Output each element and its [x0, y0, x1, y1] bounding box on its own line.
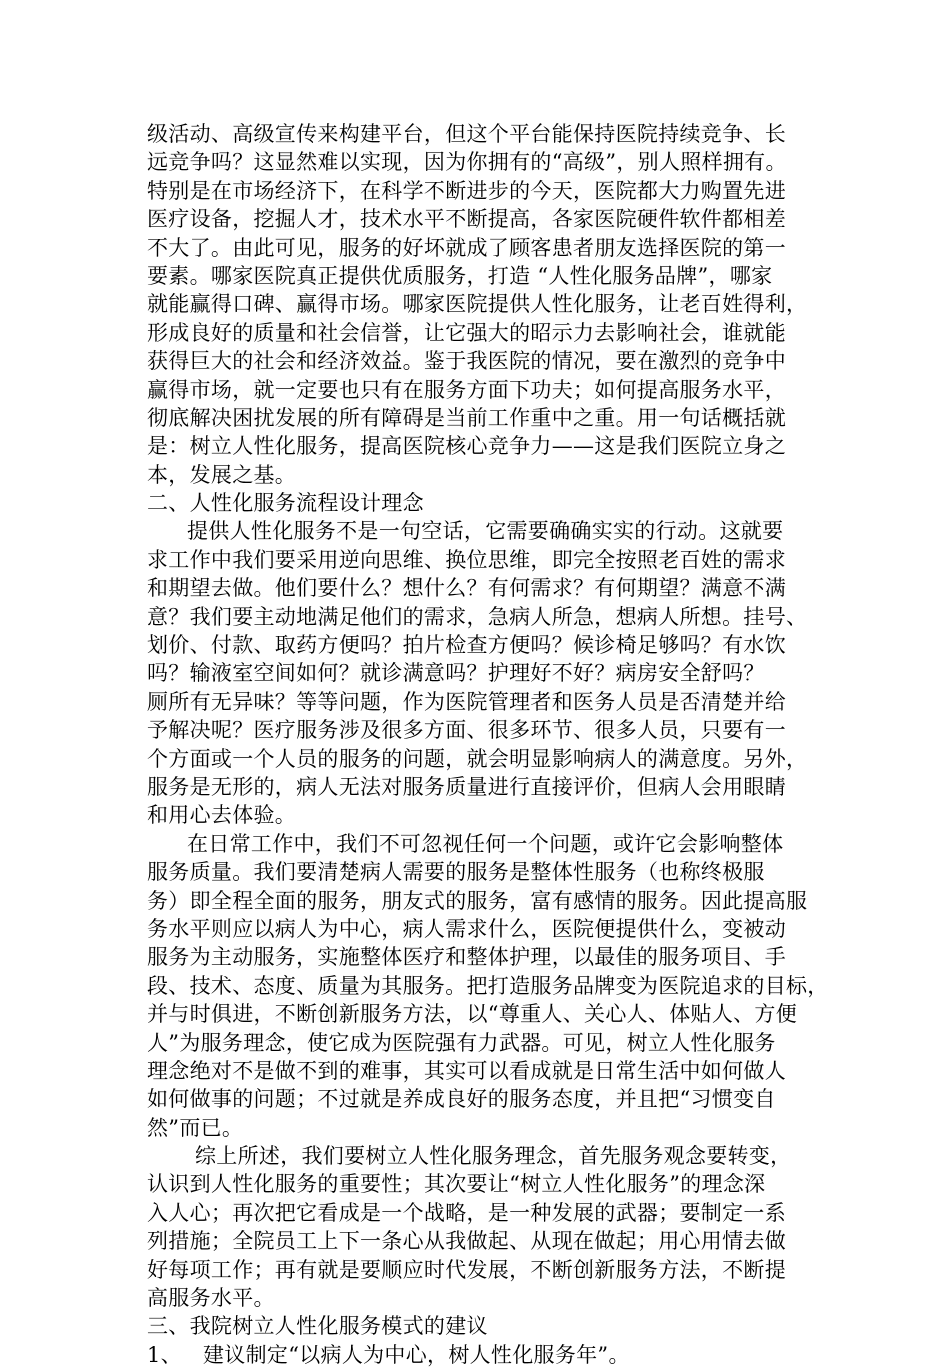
- document-body: [147, 120, 829, 1369]
- text-line: 厕所有无异味？等等问题，作为医院管理者和医务人员是否清楚并给: [147, 689, 786, 714]
- text-line: 服务为主动服务，实施整体医疗和整体护理，以最佳的服务项目、手: [147, 945, 786, 970]
- text-line: 高服务水平。: [147, 1286, 275, 1311]
- text-line: 人”为服务理念，使它成为医院强有力武器。可见，树立人性化服务: [147, 1030, 776, 1055]
- text-line: 级活动、高级宣传来构建平台，但这个平台能保持医院持续竞争、长: [147, 122, 786, 146]
- text-line: 彻底解决困扰发展的所有障碍是当前工作重中之重。用一句话概括就: [147, 405, 786, 430]
- section-heading-2: 二、人性化服务流程设计理念: [147, 491, 424, 516]
- paragraph-4: [147, 1142, 823, 1312]
- text-line: 并与时俱进，不断创新服务方法，以“尊重人、关心人、体贴人、方便: [147, 1002, 798, 1027]
- text-line: 务水平则应以病人为中心，病人需求什么，医院便提供什么，变被动: [147, 916, 786, 941]
- text-line: 如何做事的问题；不过就是养成良好的服务态度，并且把“习惯变自: [147, 1087, 776, 1112]
- text-line: 综上所述，我们要树立人性化服务理念，首先服务观念要转变，: [195, 1144, 792, 1169]
- text-line: 是：树立人性化服务，提高医院核心竞争力——这是我们医院立身之: [147, 434, 786, 459]
- text-line: 在日常工作中，我们不可忽视任何一个问题，或许它会影响整体: [187, 831, 784, 856]
- text-line: 就能赢得口碑、赢得市场。哪家医院提供人性化服务，让老百姓得利，: [147, 292, 808, 317]
- text-line: 提供人性化服务不是一句空话，它需要确确实实的行动。这就要: [187, 519, 784, 544]
- text-line: 形成良好的质量和社会信誉，让它强大的昭示力去影响社会，谁就能: [147, 320, 786, 345]
- text-line: 本，发展之基。: [147, 462, 297, 487]
- paragraph-1: [147, 120, 823, 489]
- text-line: 和期望去做。他们要什么？想什么？有何需求？有何期望？满意不满: [147, 576, 786, 601]
- paragraph-3: [147, 830, 829, 1142]
- paragraph-2: [147, 517, 823, 829]
- text-line: 吗？输液室空间如何？就诊满意吗？护理好不好？病房安全舒吗？: [147, 661, 765, 686]
- text-line: 入人心；再次把它看成是一个战略，是一种发展的武器；要制定一系: [147, 1200, 786, 1225]
- section-heading-3: 三、我院树立人性化服务模式的建议: [147, 1314, 488, 1339]
- text-line: 划价、付款、取药方便吗？拍片检查方便吗？候诊椅足够吗？有水饮: [147, 633, 786, 658]
- text-line: 赢得市场，就一定要也只有在服务方面下功夫；如何提高服务水平，: [147, 377, 786, 402]
- text-line: 获得巨大的社会和经济效益。鉴于我医院的情况，要在激烈的竞争中: [147, 349, 786, 374]
- text-line: 服务质量。我们要清楚病人需要的服务是整体性服务（也称终极服: [147, 860, 765, 885]
- text-line: 服务是无形的，病人无法对服务质量进行直接评价，但病人会用眼睛: [147, 774, 786, 799]
- text-line: 要素。哪家医院真正提供优质服务，打造 “人性化服务品牌”，哪家: [147, 263, 773, 288]
- text-line: 好每项工作；再有就是要顺应时代发展，不断创新服务方法，不断提: [147, 1257, 786, 1282]
- list-item: [147, 1341, 823, 1369]
- text-line: 和用心去体验。: [147, 803, 297, 828]
- text-line: 列措施；全院员工上下一条心从我做起、从现在做起；用心用情去做: [147, 1229, 786, 1254]
- text-line: 医疗设备，挖掘人才，技术水平不断提高，各家医院硬件软件都相差: [147, 207, 786, 232]
- text-line: 予解决呢？医疗服务涉及很多方面、很多环节、很多人员，只要有一: [147, 718, 786, 743]
- list-item-text: 建议制定“以病人为中心，树人性化服务年”。: [203, 1342, 630, 1367]
- text-line: 个方面或一个人员的服务的问题，就会明显影响病人的满意度。另外，: [147, 746, 808, 771]
- text-line: 段、技术、态度、质量为其服务。把打造服务品牌变为医院追求的目标，: [147, 973, 829, 998]
- text-line: 务）即全程全面的服务，朋友式的服务，富有感情的服务。因此提高服: [147, 888, 808, 913]
- text-line: 理念绝对不是做不到的难事，其实可以看成就是日常生活中如何做人: [147, 1058, 786, 1083]
- list-item-number: 1、: [147, 1342, 182, 1367]
- text-line: 不大了。由此可见，服务的好坏就成了顾客患者朋友选择医院的第一: [147, 235, 786, 260]
- text-line: 意？我们要主动地满足他们的需求，急病人所急，想病人所想。挂号、: [147, 604, 808, 629]
- text-line: 特别是在市场经济下，在科学不断进步的今天，医院都大力购置先进: [147, 178, 786, 203]
- text-line: 认识到人性化服务的重要性；其次要让“树立人性化服务”的理念深: [147, 1172, 766, 1197]
- text-line: 求工作中我们要采用逆向思维、换位思维，即完全按照老百姓的需求: [147, 547, 786, 572]
- text-line: 然”而已。: [147, 1115, 244, 1140]
- text-line: 远竞争吗？这显然难以实现，因为你拥有的“高级”，别人照样拥有。: [147, 150, 787, 175]
